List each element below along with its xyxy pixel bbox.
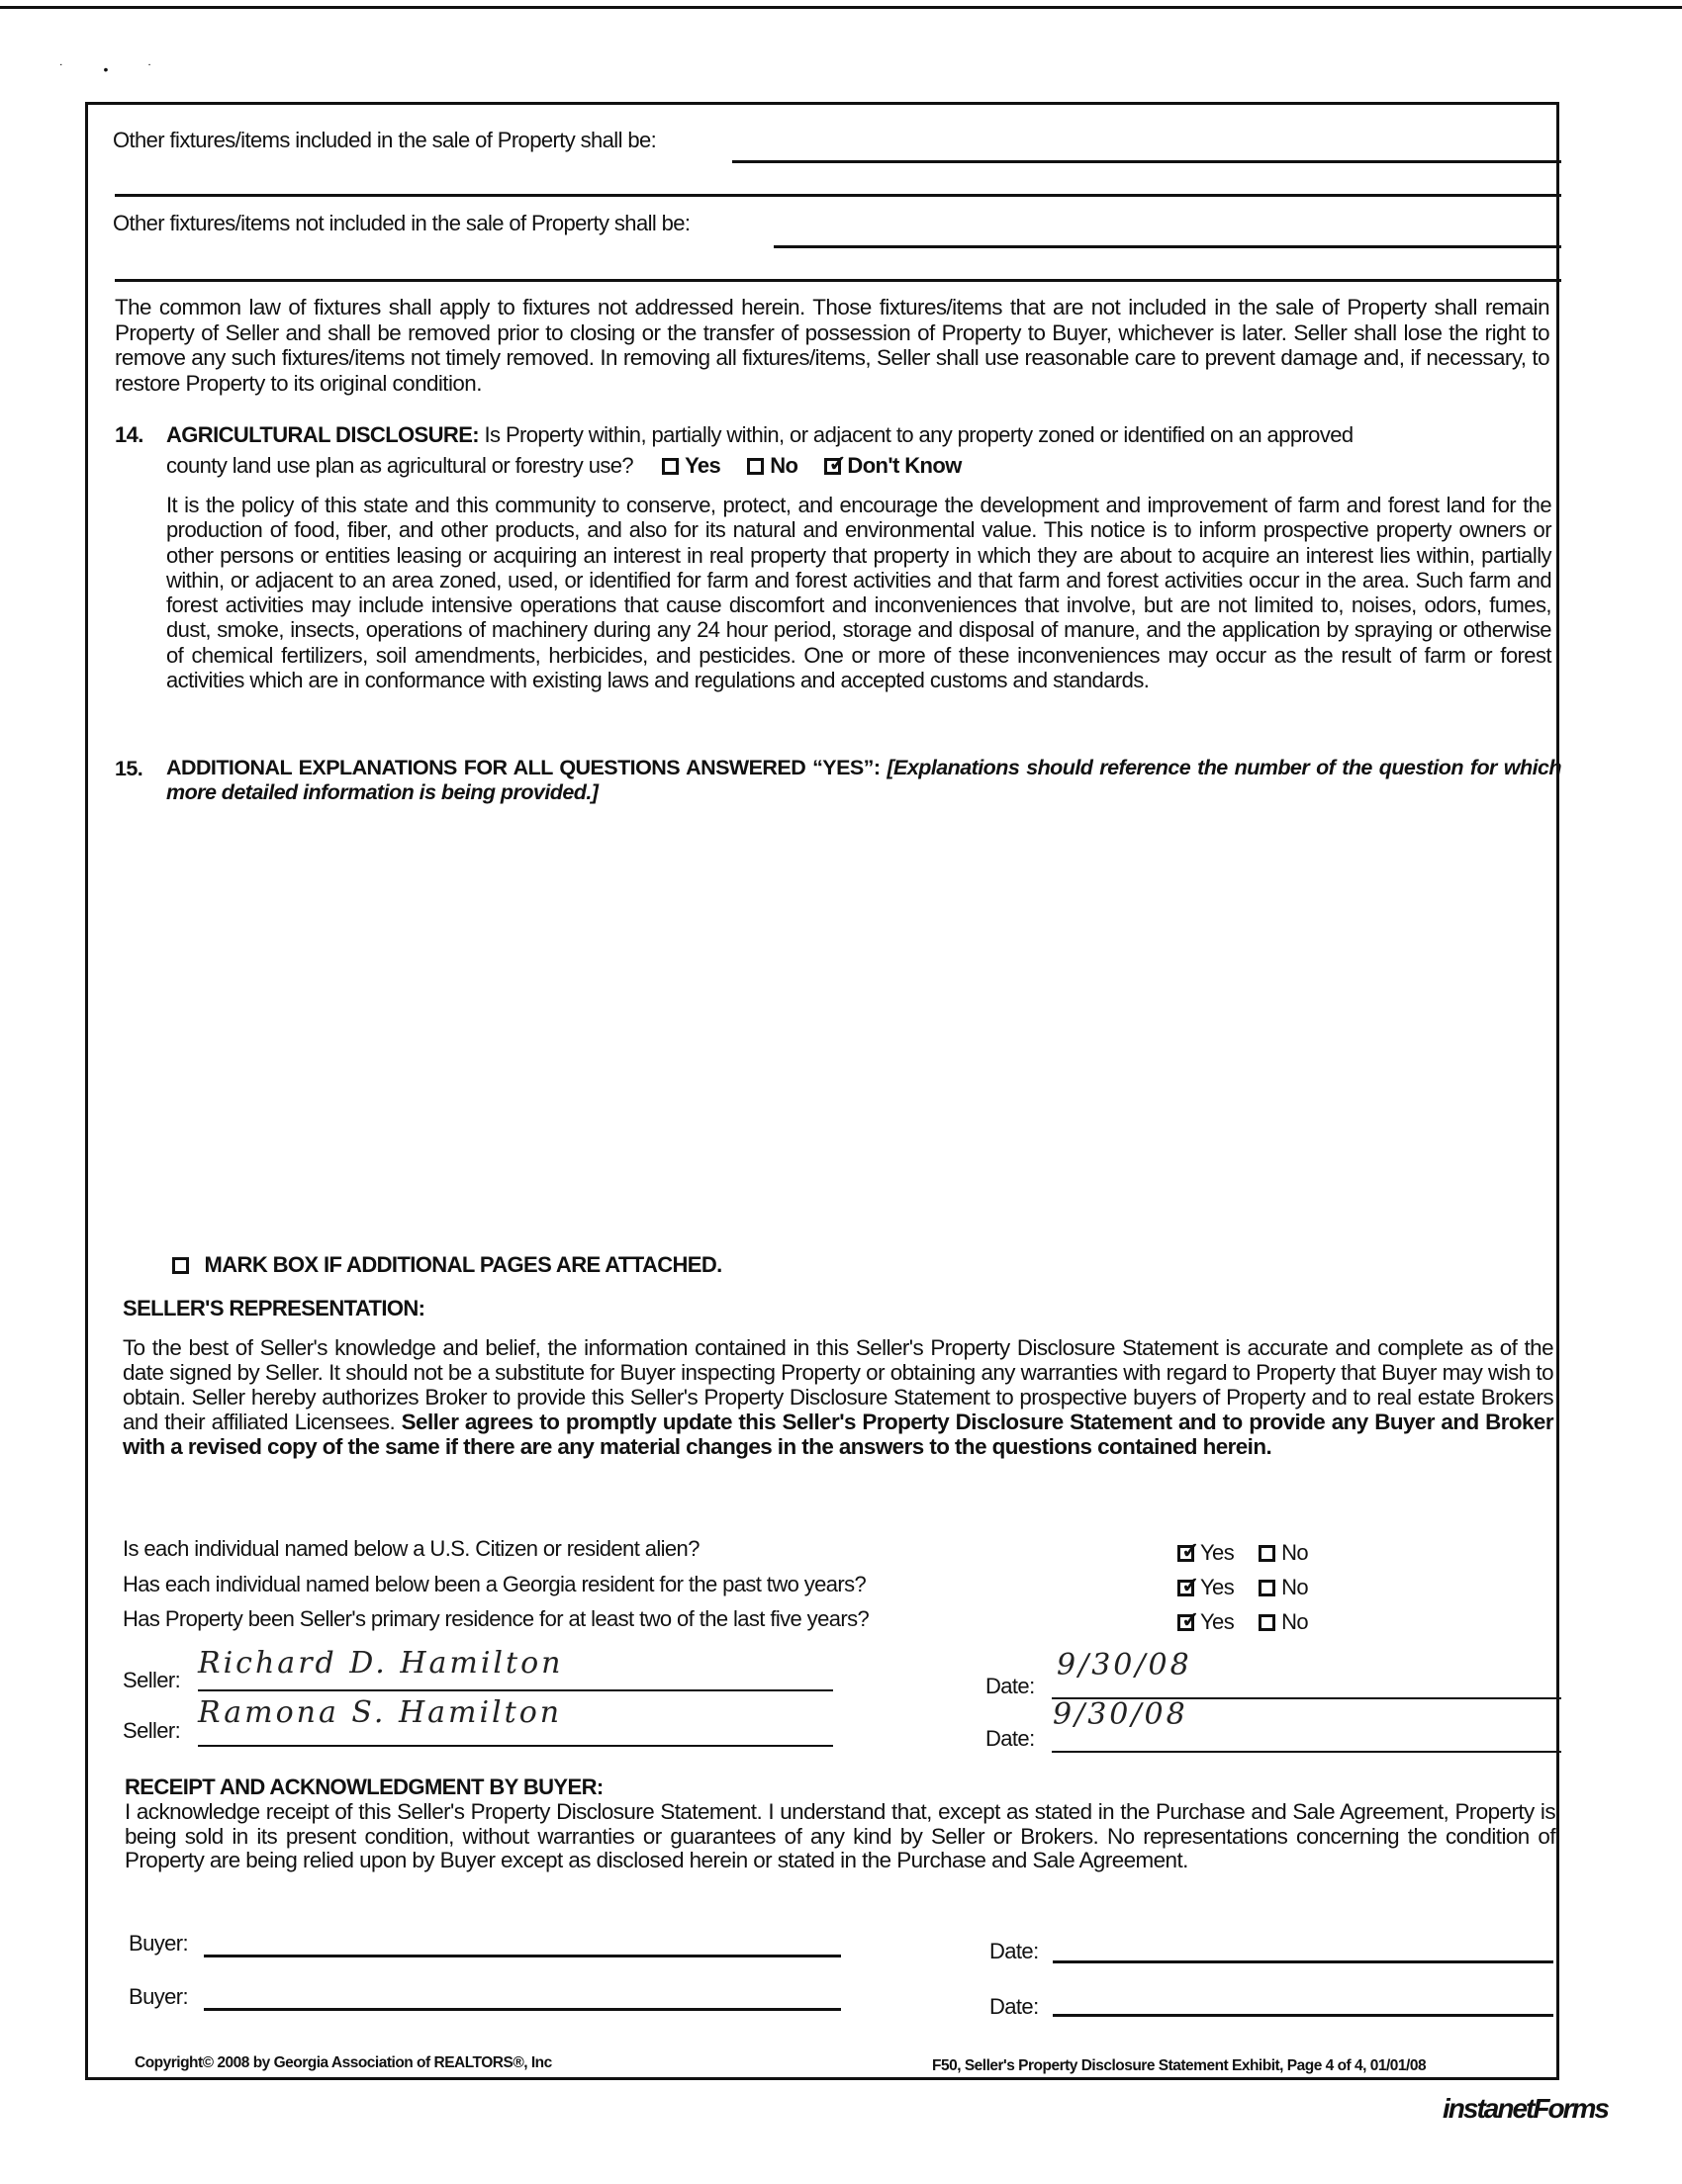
residence-yes-option[interactable]: ✓ Yes — [1177, 1609, 1234, 1634]
buyer-acknowledgment-heading: RECEIPT AND ACKNOWLEDGMENT BY BUYER: — [125, 1774, 604, 1799]
citizen-no-option[interactable]: No — [1259, 1540, 1308, 1565]
agri-option-no[interactable]: No — [747, 453, 797, 478]
buyer2-label: Buyer: — [129, 1984, 188, 2009]
section15-number: 15. — [115, 757, 143, 780]
common-law-paragraph: The common law of fixtures shall apply to fixtures not addressed herein. Those fixtures/items that are not included in the sale of Property shall remain Property of Seller and shall be removed prior to closing or the transfer of possession of Property to Buyer, whichever is later. Seller shall lose the right to remove any such fixtures/items not timely removed. In removing all fixtures/items, Seller shall use reasonable care to prevent damage and, if necessary, to restore Property to its original condition. — [115, 295, 1549, 396]
citizen-question: Is each individual named below a U.S. Citizen or resident alien? — [123, 1536, 700, 1561]
seller2-signature-line — [198, 1745, 833, 1747]
georgia-no-option[interactable]: No — [1259, 1575, 1308, 1599]
additional-pages-row[interactable] — [172, 1252, 722, 1278]
citizen-yes-checkbox[interactable] — [1177, 1545, 1194, 1562]
citizen-no-checkbox[interactable] — [1259, 1545, 1275, 1562]
section15-heading-block — [166, 756, 1561, 805]
additional-pages-checkbox[interactable] — [172, 1257, 189, 1274]
agri-no-checkbox[interactable] — [747, 458, 764, 475]
instanet-logo: instanetForms — [1443, 2093, 1608, 2124]
buyer2-date-label: Date: — [989, 1994, 1039, 2019]
section14-question-line2: county land use plan as agricultural or forestry use? Yes No ✓ Don't Know — [166, 453, 962, 479]
primary-residence-answer — [1177, 1609, 1308, 1635]
seller2-label: Seller: — [123, 1718, 181, 1743]
primary-residence-question: Has Property been Seller's primary residence for at least two of the last five years? — [123, 1606, 870, 1631]
georgia-resident-question: Has each individual named below been a Georgia resident for the past two years? — [123, 1572, 867, 1596]
buyer1-signature-field[interactable] — [204, 1955, 841, 1957]
seller-representation-paragraph: To the best of Seller's knowledge and belief, the information contained in this Seller's Property Disclosure Statement is accurate and complete as of the date signed by Seller. It should not be a substitute for Buyer inspecting Property or obtaining any warranties with regard to Property that Buyer may wish to obtain. Seller hereby authorizes Broker to provide this Seller's Property Disclosure Statement to prospective buyers of Property and to real estate Brokers and their affiliated Licensees. Seller agrees to promptly update this Seller's Property Disclosure Statement and to provide any Buyer and Broker with a revised copy of the same if there are any material changes in the answers to the questions contained herein. — [123, 1335, 1553, 1459]
georgia-yes-option[interactable]: ✓ Yes — [1177, 1575, 1234, 1599]
seller1-label: Seller: — [123, 1668, 181, 1692]
seller1-signature-line — [198, 1689, 833, 1691]
buyer2-date-field[interactable] — [1053, 2014, 1553, 2017]
fixtures-not-included-field-line2[interactable] — [115, 279, 1561, 282]
seller1-signature[interactable]: Richard D. Hamilton — [198, 1646, 564, 1681]
buyer1-label: Buyer: — [129, 1931, 188, 1956]
fixtures-included-label: Other fixtures/items included in the sale of Property shall be: — [113, 128, 657, 152]
scan-specks: ˙ • ˙ — [59, 61, 171, 77]
buyer1-date-label: Date: — [989, 1939, 1039, 1963]
residence-no-checkbox[interactable] — [1259, 1614, 1275, 1631]
seller1-date-label: Date: — [985, 1674, 1035, 1698]
fixtures-included-field-line2[interactable] — [115, 194, 1561, 197]
fixtures-included-field[interactable] — [732, 160, 1561, 163]
seller-representation-heading: SELLER'S REPRESENTATION: — [123, 1296, 425, 1320]
buyer-acknowledgment-paragraph: I acknowledge receipt of this Seller's Property Disclosure Statement. I understand that, except as stated in the Purchase and Sale Agreement, Property is being sold in its present condition, without warranties or guarantees of any kind by Seller or Brokers. No representations concerning the condition of Property are being relied upon by Buyer except as disclosed herein or stated in the Purchase and Sale Agreement. — [125, 1799, 1555, 1872]
agri-yes-checkbox[interactable] — [662, 458, 679, 475]
scan-top-rule — [0, 6, 1682, 9]
section14-question-line1: AGRICULTURAL DISCLOSURE: Is Property within, partially within, or adjacent to any property zoned or identified on an approved — [166, 422, 1354, 447]
seller2-signature[interactable]: Ramona S. Hamilton — [198, 1695, 563, 1730]
citizen-yes-option[interactable]: ✓ Yes — [1177, 1540, 1234, 1565]
additional-pages-label: MARK BOX IF ADDITIONAL PAGES ARE ATTACHED. — [204, 1252, 722, 1277]
agri-option-yes[interactable]: Yes — [662, 453, 720, 478]
buyer1-date-field[interactable] — [1053, 1960, 1553, 1963]
georgia-no-checkbox[interactable] — [1259, 1580, 1275, 1596]
fixtures-not-included-field[interactable] — [774, 245, 1561, 248]
seller2-date-label: Date: — [985, 1726, 1035, 1751]
agricultural-policy-paragraph: It is the policy of this state and this community to conserve, protect, and encourage the development and improvement of farm and forest land for the production of food, fiber, and other products, and also for its natural and environmental value. This notice is to inform prospective property owners or other persons or entities leasing or acquiring an interest in real property that property in which they are about to acquire an interest lies within, partially within, or adjacent to an area zoned, used, or identified for farm and forest activities and that farm and forest activities occur in the area. Such farm and forest activities may include intensive operations that cause discomfort and inconveniences that involve, but are not limited to, noises, odors, fumes, dust, smoke, insects, operations of machinery during any 24 hour period, storage and disposal of manure, and the application by spraying or otherwise of chemical fertilizers, soil amendments, herbicides, and pesticides. One or more of these inconveniences may occur as the result of farm or forest activities which are in conformance with existing laws and regulations and accepted customs and standards. — [166, 493, 1551, 693]
seller2-date-line — [1052, 1751, 1561, 1753]
section14-number: 14. — [115, 422, 143, 447]
section15-heading: ADDITIONAL EXPLANATIONS FOR ALL QUESTIONS ANSWERED “YES”: — [166, 756, 881, 779]
georgia-resident-answer — [1177, 1575, 1308, 1600]
seller2-date-value[interactable]: 9/30/08 — [1053, 1697, 1188, 1732]
section15-explanation-area[interactable] — [166, 821, 1551, 1227]
section15-instruction: [Explanations should reference the number of the question for which more detailed information is being provided.] — [166, 756, 1561, 804]
agri-dont-know-checkbox[interactable] — [824, 458, 841, 475]
citizen-answer — [1177, 1540, 1308, 1566]
footer-form-info: F50, Seller's Property Disclosure Statement Exhibit, Page 4 of 4, 01/01/08 — [932, 2057, 1427, 2074]
residence-no-option[interactable]: No — [1259, 1609, 1308, 1634]
agri-option-dont-know[interactable]: ✓ Don't Know — [824, 453, 961, 478]
residence-yes-checkbox[interactable] — [1177, 1614, 1194, 1631]
georgia-yes-checkbox[interactable] — [1177, 1580, 1194, 1596]
seller1-date-value[interactable]: 9/30/08 — [1057, 1648, 1192, 1683]
fixtures-not-included-label: Other fixtures/items not included in the sale of Property shall be: — [113, 211, 691, 235]
footer-copyright: Copyright© 2008 by Georgia Association of REALTORS®, Inc — [135, 2054, 552, 2071]
buyer2-signature-field[interactable] — [204, 2008, 841, 2011]
section14-heading: AGRICULTURAL DISCLOSURE: — [166, 422, 479, 447]
